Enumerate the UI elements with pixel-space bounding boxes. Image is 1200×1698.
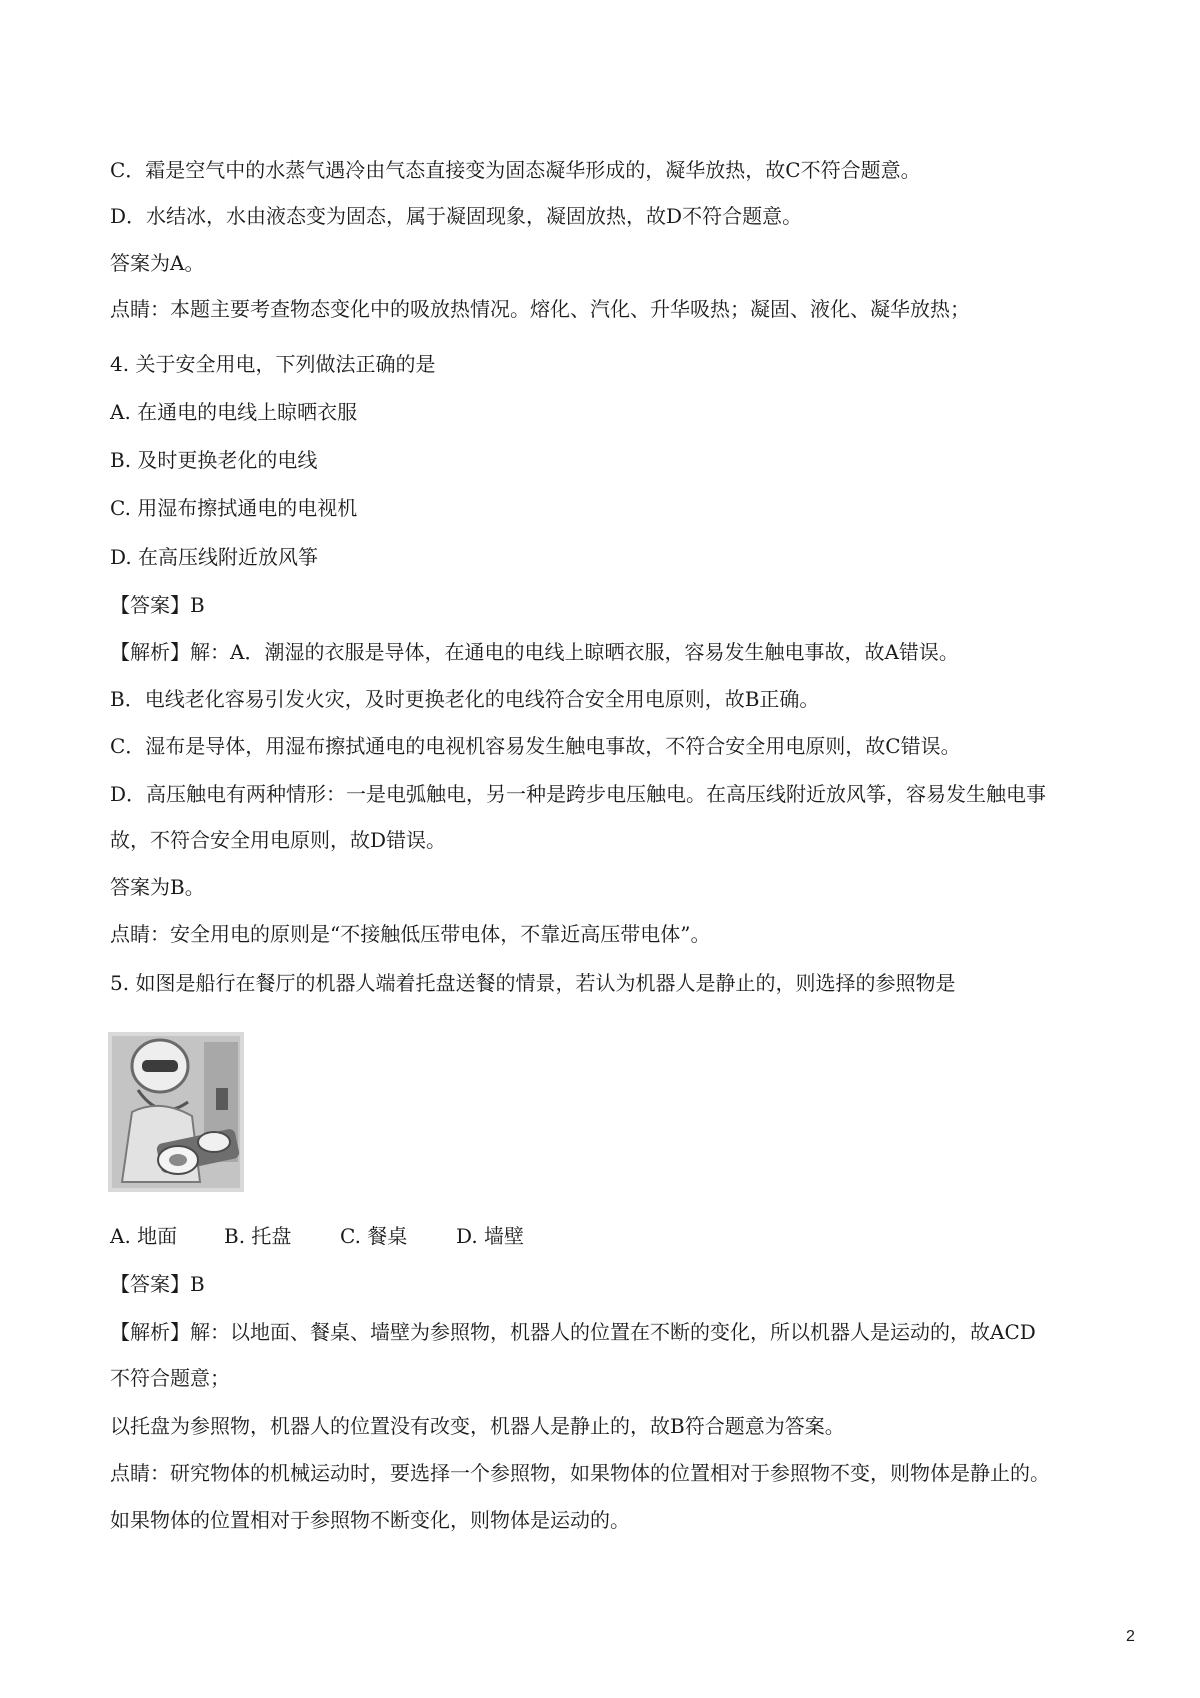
option-d: D. 墙壁 bbox=[456, 1224, 525, 1248]
option-d: D. 在高压线附近放风筝 bbox=[110, 545, 319, 569]
text-line: D．水结冰，水由液态变为固态，属于凝固现象，凝固放热，故D不符合题意。 bbox=[110, 204, 803, 228]
analysis-line: 不符合题意； bbox=[110, 1366, 230, 1390]
question-5: 5. 如图是船行在餐厅的机器人端着托盘送餐的情景，若认为机器人是静止的，则选择的参照物是 bbox=[110, 971, 956, 995]
option-b: B. 托盘 bbox=[224, 1224, 292, 1248]
option-c: C. 用湿布擦拭通电的电视机 bbox=[110, 496, 358, 520]
question-5-options bbox=[110, 1222, 524, 1250]
text-line: 点睛：研究物体的机械运动时，要选择一个参照物，如果物体的位置相对于参照物不变，则物体是静止的。 bbox=[110, 1461, 1050, 1485]
analysis-line: C．湿布是导体，用湿布擦拭通电的电视机容易发生触电事故，不符合安全用电原则，故C错误。 bbox=[110, 734, 961, 758]
page-number: 2 bbox=[1126, 1628, 1135, 1645]
answer-heading: 【答案】B bbox=[110, 593, 205, 617]
text-line: 点睛：安全用电的原则是“不接触低压带电体，不靠近高压带电体”。 bbox=[110, 922, 711, 946]
option-a: A. 地面 bbox=[110, 1224, 178, 1248]
option-a: A. 在通电的电线上晾晒衣服 bbox=[110, 400, 358, 424]
option-b: B. 及时更换老化的电线 bbox=[110, 448, 318, 472]
text-line: 答案为B。 bbox=[110, 875, 205, 899]
analysis-line: 【解析】解：以地面、餐桌、墙壁为参照物，机器人的位置在不断的变化，所以机器人是运动的，故ACD bbox=[110, 1320, 1036, 1344]
text-line: C．霜是空气中的水蒸气遇冷由气态直接变为固态凝华形成的，凝华放热，故C不符合题意。 bbox=[110, 158, 921, 182]
analysis-line: B．电线老化容易引发火灾，及时更换老化的电线符合安全用电原则，故B正确。 bbox=[110, 687, 820, 711]
robot-waiter-image bbox=[108, 1032, 244, 1192]
analysis-line: D．高压触电有两种情形：一是电弧触电，另一种是跨步电压触电。在高压线附近放风筝，容易发生触电事 bbox=[110, 782, 1047, 806]
question-4: 4. 关于安全用电，下列做法正确的是 bbox=[110, 352, 436, 376]
text-line: 如果物体的位置相对于参照物不断变化，则物体是运动的。 bbox=[110, 1508, 630, 1532]
answer-heading: 【答案】B bbox=[110, 1272, 205, 1296]
text-line: 点睛：本题主要考查物态变化中的吸放热情况。熔化、汽化、升华吸热；凝固、液化、凝华放热； bbox=[110, 297, 970, 321]
analysis-line: 故，不符合安全用电原则，故D错误。 bbox=[110, 828, 447, 852]
analysis-line: 【解析】解：A．潮湿的衣服是导体，在通电的电线上晾晒衣服，容易发生触电事故，故A错误。 bbox=[110, 640, 959, 664]
text-line: 答案为A。 bbox=[110, 251, 205, 275]
analysis-line: 以托盘为参照物，机器人的位置没有改变，机器人是静止的，故B符合题意为答案。 bbox=[110, 1414, 845, 1438]
option-c: C. 餐桌 bbox=[340, 1224, 408, 1248]
